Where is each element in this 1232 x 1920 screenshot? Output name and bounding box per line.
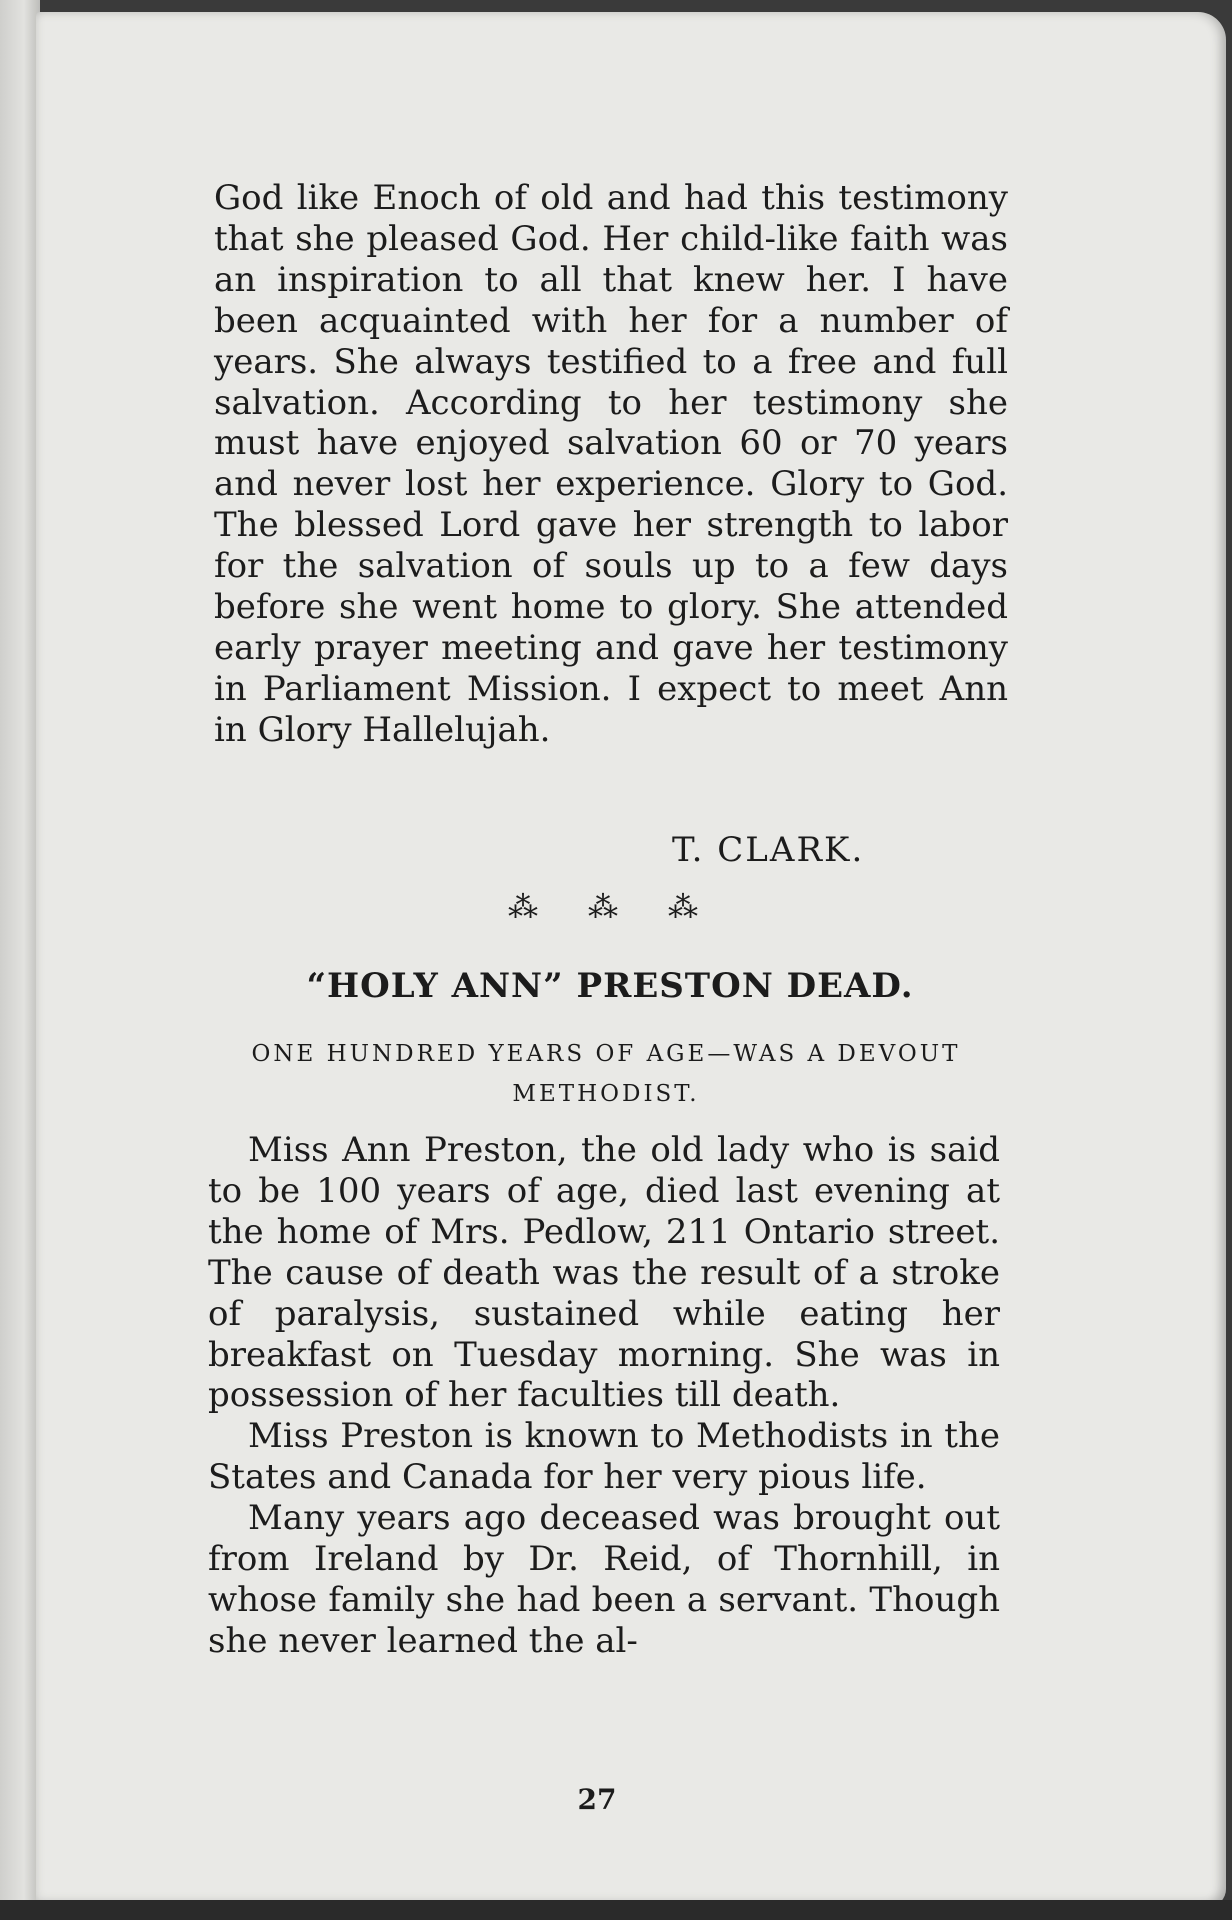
ornament-icon: ⁂ <box>668 890 698 925</box>
ornament-icon: ⁂ <box>508 890 538 925</box>
scan-bottom-edge <box>0 1900 1232 1920</box>
page-number: 27 <box>577 1783 617 1816</box>
section-divider <box>508 890 698 925</box>
previous-page-edge <box>0 0 40 1920</box>
signature: T. CLARK. <box>672 830 865 870</box>
testimony-paragraph: God like Enoch of old and had this testimony that she pleased God. Her child-like faith was an inspiration to all that knew her. I have been acquainted with her for a number of years. She always testified to a free and full salvation. According to her testimony she must have enjoyed salvation 60 or 70 years and never lost her experience. Glory to God. The blessed Lord gave her strength to labor for the salvation of souls up to a few days before she went home to glory. She attended early prayer meeting and gave her testimony in Parliament Mission. I expect to meet Ann in Glory Hallelujah. <box>214 178 1008 750</box>
ornament-icon: ⁂ <box>588 890 618 925</box>
article-subheadline: ONE HUNDRED YEARS OF AGE—WAS A DEVOUT METHODIST. <box>251 1041 961 1107</box>
article-headline: “HOLY ANN” PRESTON DEAD. <box>306 966 914 1006</box>
article-paragraph: Miss Preston is known to Methodists in the States and Canada for her very pious life. <box>208 1416 1000 1498</box>
article-paragraph: Miss Ann Preston, the old lady who is said to be 100 years of age, died last evening at the home of Mrs. Pedlow, 211 Ontario street. The cause of death was the result of a stroke of paralysis, sustained while eating her breakfast on Tuesday morning. She was in possession of her faculties till death. <box>208 1130 1000 1416</box>
article-body <box>208 1130 1000 1662</box>
article-paragraph: Many years ago deceased was brought out from Ireland by Dr. Reid, of Thornhill, in whose family she had been a servant. Though she never learned the al- <box>208 1498 1000 1661</box>
testimony-text <box>214 178 1008 751</box>
